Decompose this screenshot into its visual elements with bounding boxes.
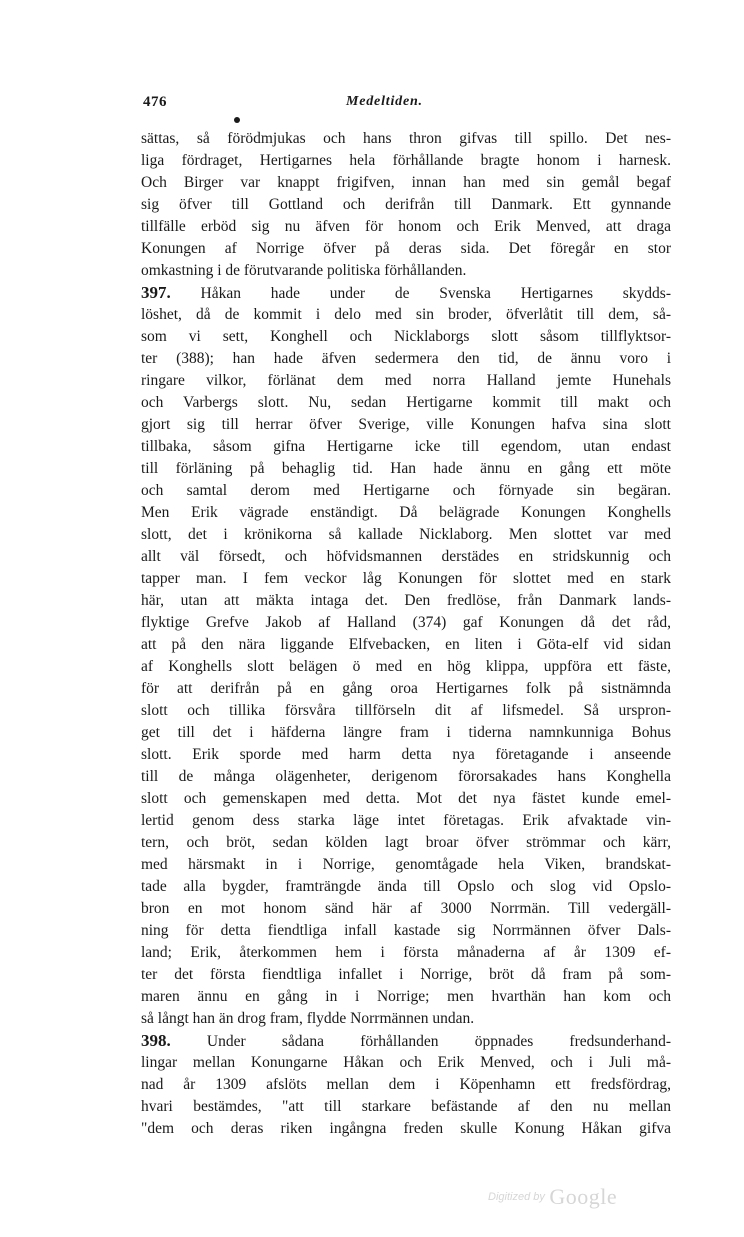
text-line bbox=[141, 150, 671, 172]
text-line bbox=[141, 348, 671, 370]
line-text: med härsmakt in i Norrige, genomtågade hela Viken, brandskat- bbox=[141, 856, 671, 873]
google-logo: Google bbox=[549, 1184, 618, 1209]
text-line bbox=[141, 810, 671, 832]
text-line bbox=[141, 524, 671, 546]
line-text: liga fördraget, Hertigarnes hela förhållande bragte honom i harnesk. bbox=[141, 152, 671, 169]
section-number: 398. bbox=[141, 1031, 171, 1050]
line-text: här, utan att mäkta intaga det. Den fredlöse, från Danmark lands- bbox=[141, 592, 671, 609]
line-text: tade alla bygder, framträngde ända till Opslo och slog vid Opslo- bbox=[141, 878, 671, 895]
line-text: ringare vilkor, förlänat dem med norra Halland jemte Hunehals bbox=[141, 372, 671, 389]
text-line bbox=[141, 1074, 671, 1096]
line-text: för att derifrån på en gång oroa Hertigarnes folk på sistnämnda bbox=[141, 680, 671, 697]
text-line bbox=[141, 1030, 671, 1052]
text-line bbox=[141, 590, 671, 612]
text-line bbox=[141, 216, 671, 238]
line-text: Håkan hade under de Svenska Hertigarnes skydds- bbox=[170, 285, 671, 302]
line-text: Och Birger var knappt frigifven, innan han med sin gemål begaf bbox=[141, 174, 671, 191]
line-text: tapper man. I fem veckor låg Konungen för slottet med en stark bbox=[141, 570, 671, 587]
page-header bbox=[141, 94, 671, 116]
line-text: så långt han än drog fram, flydde Norrmännen undan. bbox=[141, 1010, 475, 1027]
line-text: ter det första fiendtliga infallet i Norrige, bröt då fram på som- bbox=[141, 966, 671, 983]
text-line bbox=[141, 634, 671, 656]
ornament-dot bbox=[234, 117, 240, 123]
line-text: "dem och deras riken ingångna freden skulle Konung Håkan gifva bbox=[141, 1120, 671, 1137]
text-line bbox=[141, 326, 671, 348]
line-text: Men Erik vägrade enständigt. Då belägrade Konungen Konghells bbox=[141, 504, 671, 521]
text-line bbox=[141, 700, 671, 722]
text-line bbox=[141, 414, 671, 436]
line-text: till de många olägenheter, derigenom förorsakades hans Konghella bbox=[141, 768, 671, 785]
digitized-watermark bbox=[488, 1184, 617, 1210]
text-line bbox=[141, 238, 671, 260]
line-text: flyktige Grefve Jakob af Halland (374) gaf Konungen då det råd, bbox=[141, 614, 671, 631]
text-line bbox=[141, 964, 671, 986]
text-line bbox=[141, 546, 671, 568]
text-line bbox=[141, 1096, 671, 1118]
line-text: som vi sett, Konghell och Nicklaborgs slott såsom tillflyktsor- bbox=[141, 328, 671, 345]
line-text: allt väl försedt, och höfvidsmannen derstädes en stridskunnig och bbox=[141, 548, 671, 565]
line-text: hvari bestämdes, "att till starkare befästande af den nu mellan bbox=[141, 1098, 671, 1115]
text-line bbox=[141, 436, 671, 458]
text-line bbox=[141, 920, 671, 942]
text-line bbox=[141, 1118, 671, 1140]
line-text: bron en mot honom sänd här af 3000 Norrmän. Till vedergäll- bbox=[141, 900, 671, 917]
line-text: ning för detta fiendtliga infall kastade sig Norrmännen öfver Dals- bbox=[141, 922, 671, 939]
line-text: slott och tillika försvåra tillförseln dit af lifsmedel. Så urspron- bbox=[141, 702, 671, 719]
text-line bbox=[141, 612, 671, 634]
running-head: Medeltiden. bbox=[346, 94, 423, 109]
line-text: Konungen af Norrige öfver på deras sida. Det föregår en stor bbox=[141, 240, 671, 257]
line-text: maren ännu en gång in i Norrige; men hvarthän han kom och bbox=[141, 988, 671, 1005]
line-text: och Varbergs slott. Nu, sedan Hertigarne kommit till makt och bbox=[141, 394, 671, 411]
line-text: land; Erik, återkommen hem i första månaderna af år 1309 ef- bbox=[141, 944, 671, 961]
text-line bbox=[141, 942, 671, 964]
body-text bbox=[141, 128, 671, 1140]
line-text: slott. Erik sporde med harm detta nya företagande i anseende bbox=[141, 746, 671, 763]
text-line bbox=[141, 854, 671, 876]
line-text: lertid genom dess starka läge intet företagas. Erik afvaktade vin- bbox=[141, 812, 671, 829]
line-text: nad år 1309 afslöts mellan dem i Köpenhamn ett fredsfördrag, bbox=[141, 1076, 671, 1093]
text-line bbox=[141, 392, 671, 414]
text-line bbox=[141, 1052, 671, 1074]
line-text: till förläning på behaglig tid. Han hade ännu en gång ett möte bbox=[141, 460, 671, 477]
text-line bbox=[141, 876, 671, 898]
text-line bbox=[141, 832, 671, 854]
line-text: tillbaka, såsom gifna Hertigarne icke till egendom, utan endast bbox=[141, 438, 671, 455]
text-line bbox=[141, 194, 671, 216]
line-text: ter (388); han hade äfven sedermera den tid, de ännu voro i bbox=[141, 350, 671, 367]
section-number: 397. bbox=[141, 283, 171, 302]
line-text: get till det i häfderna längre fram i tiderna namnkunniga Bohus bbox=[141, 724, 671, 741]
text-line bbox=[141, 304, 671, 326]
line-text: slott och gemenskapen med detta. Mot det nya fästet kunde emel- bbox=[141, 790, 671, 807]
line-text: tillfälle erböd sig nu äfven för honom och Erik Menved, att draga bbox=[141, 218, 671, 235]
text-line bbox=[141, 480, 671, 502]
line-text: tern, och bröt, sedan kölden lagt broar öfver strömmar och kärr, bbox=[141, 834, 671, 851]
line-text: af Konghells slott belägen ö med en hög klippa, uppföra ett fäste, bbox=[141, 658, 671, 675]
text-line bbox=[141, 722, 671, 744]
line-text: omkastning i de förutvarande politiska förhållanden. bbox=[141, 262, 467, 279]
text-line bbox=[141, 766, 671, 788]
text-line bbox=[141, 898, 671, 920]
text-line bbox=[141, 986, 671, 1008]
text-line bbox=[141, 282, 671, 304]
text-line bbox=[141, 656, 671, 678]
line-text: att på den nära liggande Elfvebacken, en liten i Göta-elf vid sidan bbox=[141, 636, 671, 653]
line-text: slott, det i krönikorna så kallade Nicklaborg. Men slottet var med bbox=[141, 526, 671, 543]
text-line bbox=[141, 744, 671, 766]
page-number: 476 bbox=[143, 94, 167, 110]
text-line bbox=[141, 788, 671, 810]
line-text: Under sådana förhållanden öppnades fredsunderhand- bbox=[170, 1033, 671, 1050]
line-text: lingar mellan Konungarne Håkan och Erik Menved, och i Juli må- bbox=[141, 1054, 671, 1071]
text-line bbox=[141, 370, 671, 392]
text-line bbox=[141, 1008, 671, 1030]
line-text: sig öfver till Gottland och derifrån till Danmark. Ett gynnande bbox=[141, 196, 671, 213]
line-text: sättas, så förödmjukas och hans thron gifvas till spillo. Det nes- bbox=[141, 130, 671, 147]
text-line bbox=[141, 502, 671, 524]
text-line bbox=[141, 678, 671, 700]
line-text: och samtal derom med Hertigarne och förnyade sin begäran. bbox=[141, 482, 671, 499]
text-line bbox=[141, 172, 671, 194]
text-line bbox=[141, 458, 671, 480]
watermark-prefix: Digitized by bbox=[488, 1191, 545, 1203]
text-line bbox=[141, 568, 671, 590]
text-line bbox=[141, 128, 671, 150]
line-text: löshet, då de kommit i delo med sin broder, öfverlåtit till dem, så- bbox=[141, 306, 671, 323]
line-text: gjort sig till herrar öfver Sverige, ville Konungen hafva sina slott bbox=[141, 416, 671, 433]
text-line bbox=[141, 260, 671, 282]
